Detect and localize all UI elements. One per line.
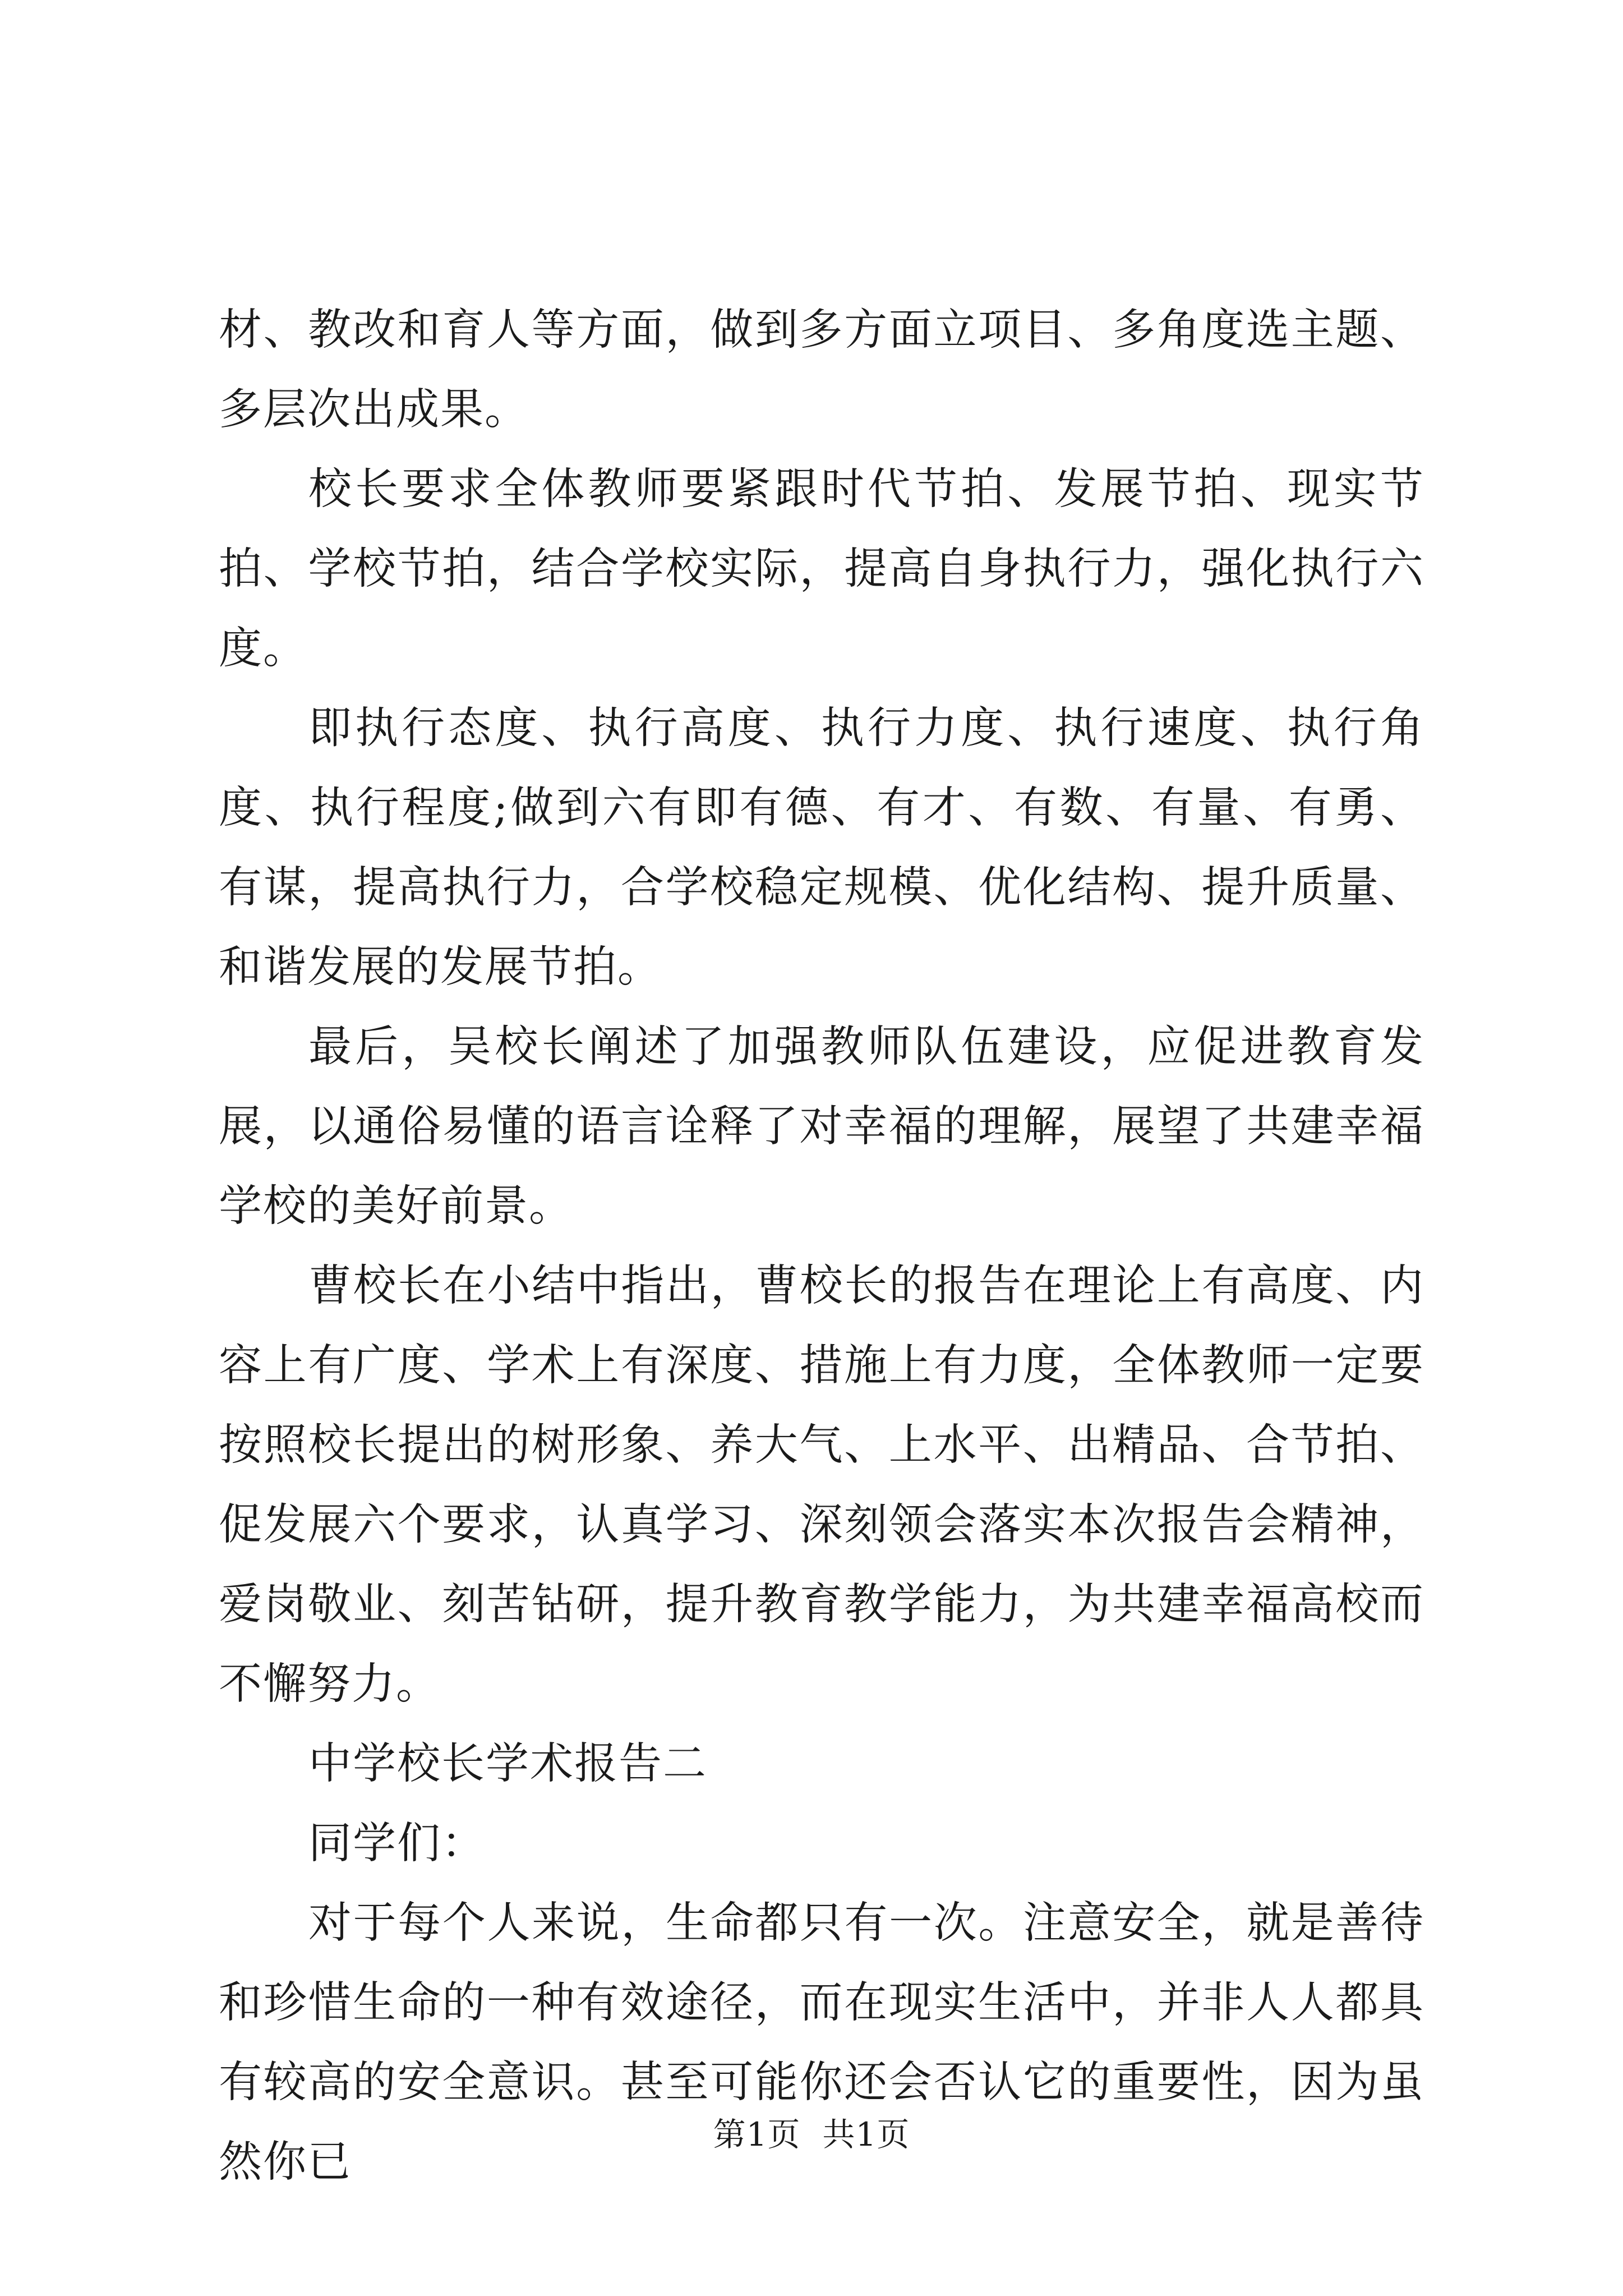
section-heading: 中学校长学术报告二 bbox=[308, 1739, 707, 1789]
page-footer bbox=[0, 2115, 1623, 2154]
salutation: 同学们： bbox=[308, 1819, 486, 1869]
total-number: 1 bbox=[855, 2115, 877, 2154]
footer-spacer bbox=[801, 2115, 823, 2154]
page-prefix: 第 bbox=[713, 2115, 746, 2154]
page-number: 1 bbox=[746, 2115, 768, 2154]
total-suffix: 页 bbox=[877, 2115, 910, 2154]
total-prefix: 共 bbox=[822, 2115, 856, 2154]
paragraph-1: 材、教改和育人等方面，做到多方面立项目、多角度选主题、多层次出成果。 bbox=[219, 305, 1424, 435]
paragraph-2: 校长要求全体教师要紧跟时代节拍、发展节拍、现实节拍、学校节拍，结合学校实际，提高自身执行力，强化执行六度。 bbox=[219, 464, 1424, 674]
page-suffix: 页 bbox=[767, 2115, 801, 2154]
paragraph-6: 对于每个人来说，生命都只有一次。注意安全，就是善待和珍惜生命的一种有效途径，而在现实生活中，并非人人都具有较高的安全意识。甚至可能你还会否认它的重要性，因为虽然你已 bbox=[219, 1898, 1424, 2187]
paragraph-3: 即执行态度、执行高度、执行力度、执行速度、执行角度、执行程度;做到六有即有德、有才、有数、有量、有勇、有谋，提高执行力，合学校稳定规模、优化结构、提升质量、和谐发展的发展节拍。 bbox=[219, 703, 1424, 992]
document-body bbox=[219, 291, 1424, 2202]
paragraph-5: 曹校长在小结中指出，曹校长的报告在理论上有高度、内容上有广度、学术上有深度、措施上有力度，全体教师一定要按照校长提出的树形象、养大气、上水平、出精品、合节拍、促发展六个要求，认真学习、深刻领会落实本次报告会精神，爱岗敬业、刻苦钻研，提升教育教学能力，为共建幸福高校而不懈努力。 bbox=[219, 1261, 1424, 1709]
paragraph-4: 最后，吴校长阐述了加强教师队伍建设，应促进教育发展，以通俗易懂的语言诠释了对幸福的理解，展望了共建幸福学校的美好前景。 bbox=[219, 1022, 1424, 1231]
